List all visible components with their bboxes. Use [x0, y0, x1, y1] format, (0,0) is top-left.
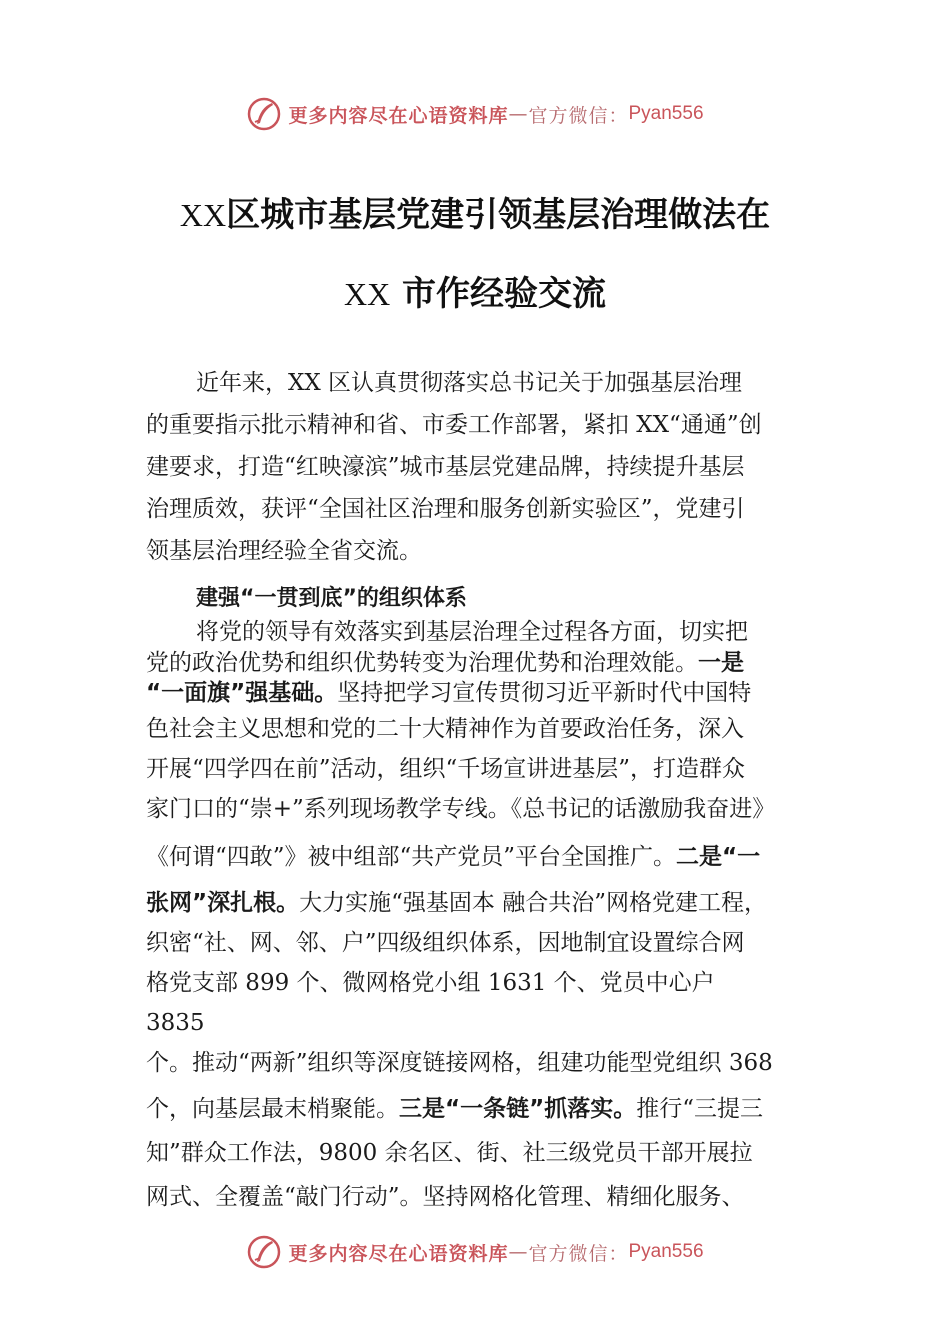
para2-line-14: 知”群众工作法，9800 余名区、街、社三级党员干部开展拉	[146, 1140, 753, 1166]
title-prefix-1: XX	[179, 197, 227, 233]
title-text-2: 市作经验交流	[402, 274, 607, 314]
watermark-text: 更多内容尽在心语资料库	[288, 1242, 509, 1265]
intro-line-4: 治理质效，获评“全国社区治理和服务创新实验区”，党建引	[146, 496, 745, 522]
watermark-wechat-label: 官方微信：	[528, 104, 629, 127]
para2-line-10: 格党支部 899 个、微网格党小组 1631 个、党员中心户	[146, 970, 715, 996]
watermark-wechat-id: Pyan556	[628, 1241, 704, 1262]
para2-line-2-bold: 一是	[698, 650, 744, 676]
para2-line-8	[146, 888, 767, 918]
para2-line-3-text: 坚持把学习宣传贯彻习近平新时代中国特	[337, 680, 752, 706]
para2-line-3	[146, 678, 751, 708]
section-heading: 建强“一贯到底”的组织体系	[196, 586, 467, 611]
para2-line-2	[146, 648, 744, 678]
watermark-separator: —	[508, 1241, 529, 1263]
intro-line-3: 建要求，打造“红映濠滨”城市基层党建品牌，持续提升基层	[146, 454, 745, 480]
para2-line-7	[146, 842, 760, 872]
para2-line-8-bold: 张网”深扎根。	[146, 890, 300, 916]
document-title-line-2	[0, 266, 950, 315]
intro-line-2: 的重要指示批示精神和省、市委工作部署，紧扣 XX“通通”创	[146, 412, 762, 438]
watermark-wechat-id: Pyan556	[628, 103, 704, 124]
title-text-1: 区城市基层党建引领基层治理做法在	[226, 195, 771, 235]
para2-line-1: 将党的领导有效落实到基层治理全过程各方面，切实把	[196, 619, 748, 645]
para2-line-4: 色社会主义思想和党的二十大精神作为首要政治任务，深入	[146, 716, 744, 742]
para2-line-13-text: 个，向基层最末梢聚能。	[146, 1096, 399, 1122]
feather-pen-logo-icon	[246, 96, 282, 132]
para2-line-9: 织密“社、网、邻、户”四级组织体系，因地制宜设置综合网	[146, 930, 745, 956]
para2-line-7-text: 《何谓“四敢”》被中组部“共产党员”平台全国推广。	[146, 844, 677, 870]
para2-line-13-bold: 三是“一条链”抓落实。	[399, 1096, 637, 1122]
para2-line-6: 家门口的“崇+”系列现场教学专线。《总书记的话激励我奋进》	[146, 796, 776, 822]
para2-line-15: 网式、全覆盖“敲门行动”。坚持网格化管理、精细化服务、	[146, 1184, 745, 1210]
para2-line-12: 个。推动“两新”组织等深度链接网格，组建功能型党组织 368	[146, 1050, 773, 1076]
para2-line-13-tail: 推行“三提三	[636, 1096, 763, 1122]
watermark-text: 更多内容尽在心语资料库	[288, 104, 509, 127]
para2-line-3-bold: “一面旗”强基础。	[146, 680, 338, 706]
watermark-wechat-label: 官方微信：	[528, 1242, 629, 1265]
intro-line-1: 近年来，XX 区认真贯彻落实总书记关于加强基层治理	[196, 370, 743, 396]
para2-line-5: 开展“四学四在前”活动，组织“千场宣讲进基层”，打造群众	[146, 756, 746, 782]
feather-pen-logo-icon	[246, 1234, 282, 1270]
para2-line-7-bold: 二是“一	[676, 844, 761, 870]
intro-line-5: 领基层治理经验全省交流。	[146, 538, 422, 564]
para2-line-8-text: 大力实施“强基固本 融合共治”网格党建工程，	[299, 890, 767, 916]
document-title-line-1	[0, 187, 950, 236]
para2-line-2-text: 党的政治优势和组织优势转变为治理优势和治理效能。	[146, 650, 698, 676]
para2-line-13	[146, 1094, 763, 1124]
watermark-separator: —	[508, 103, 529, 125]
title-prefix-2: XX	[343, 276, 391, 312]
watermark-banner-top	[0, 94, 950, 134]
watermark-banner-bottom	[0, 1232, 950, 1272]
para2-line-11: 3835	[146, 1010, 205, 1036]
